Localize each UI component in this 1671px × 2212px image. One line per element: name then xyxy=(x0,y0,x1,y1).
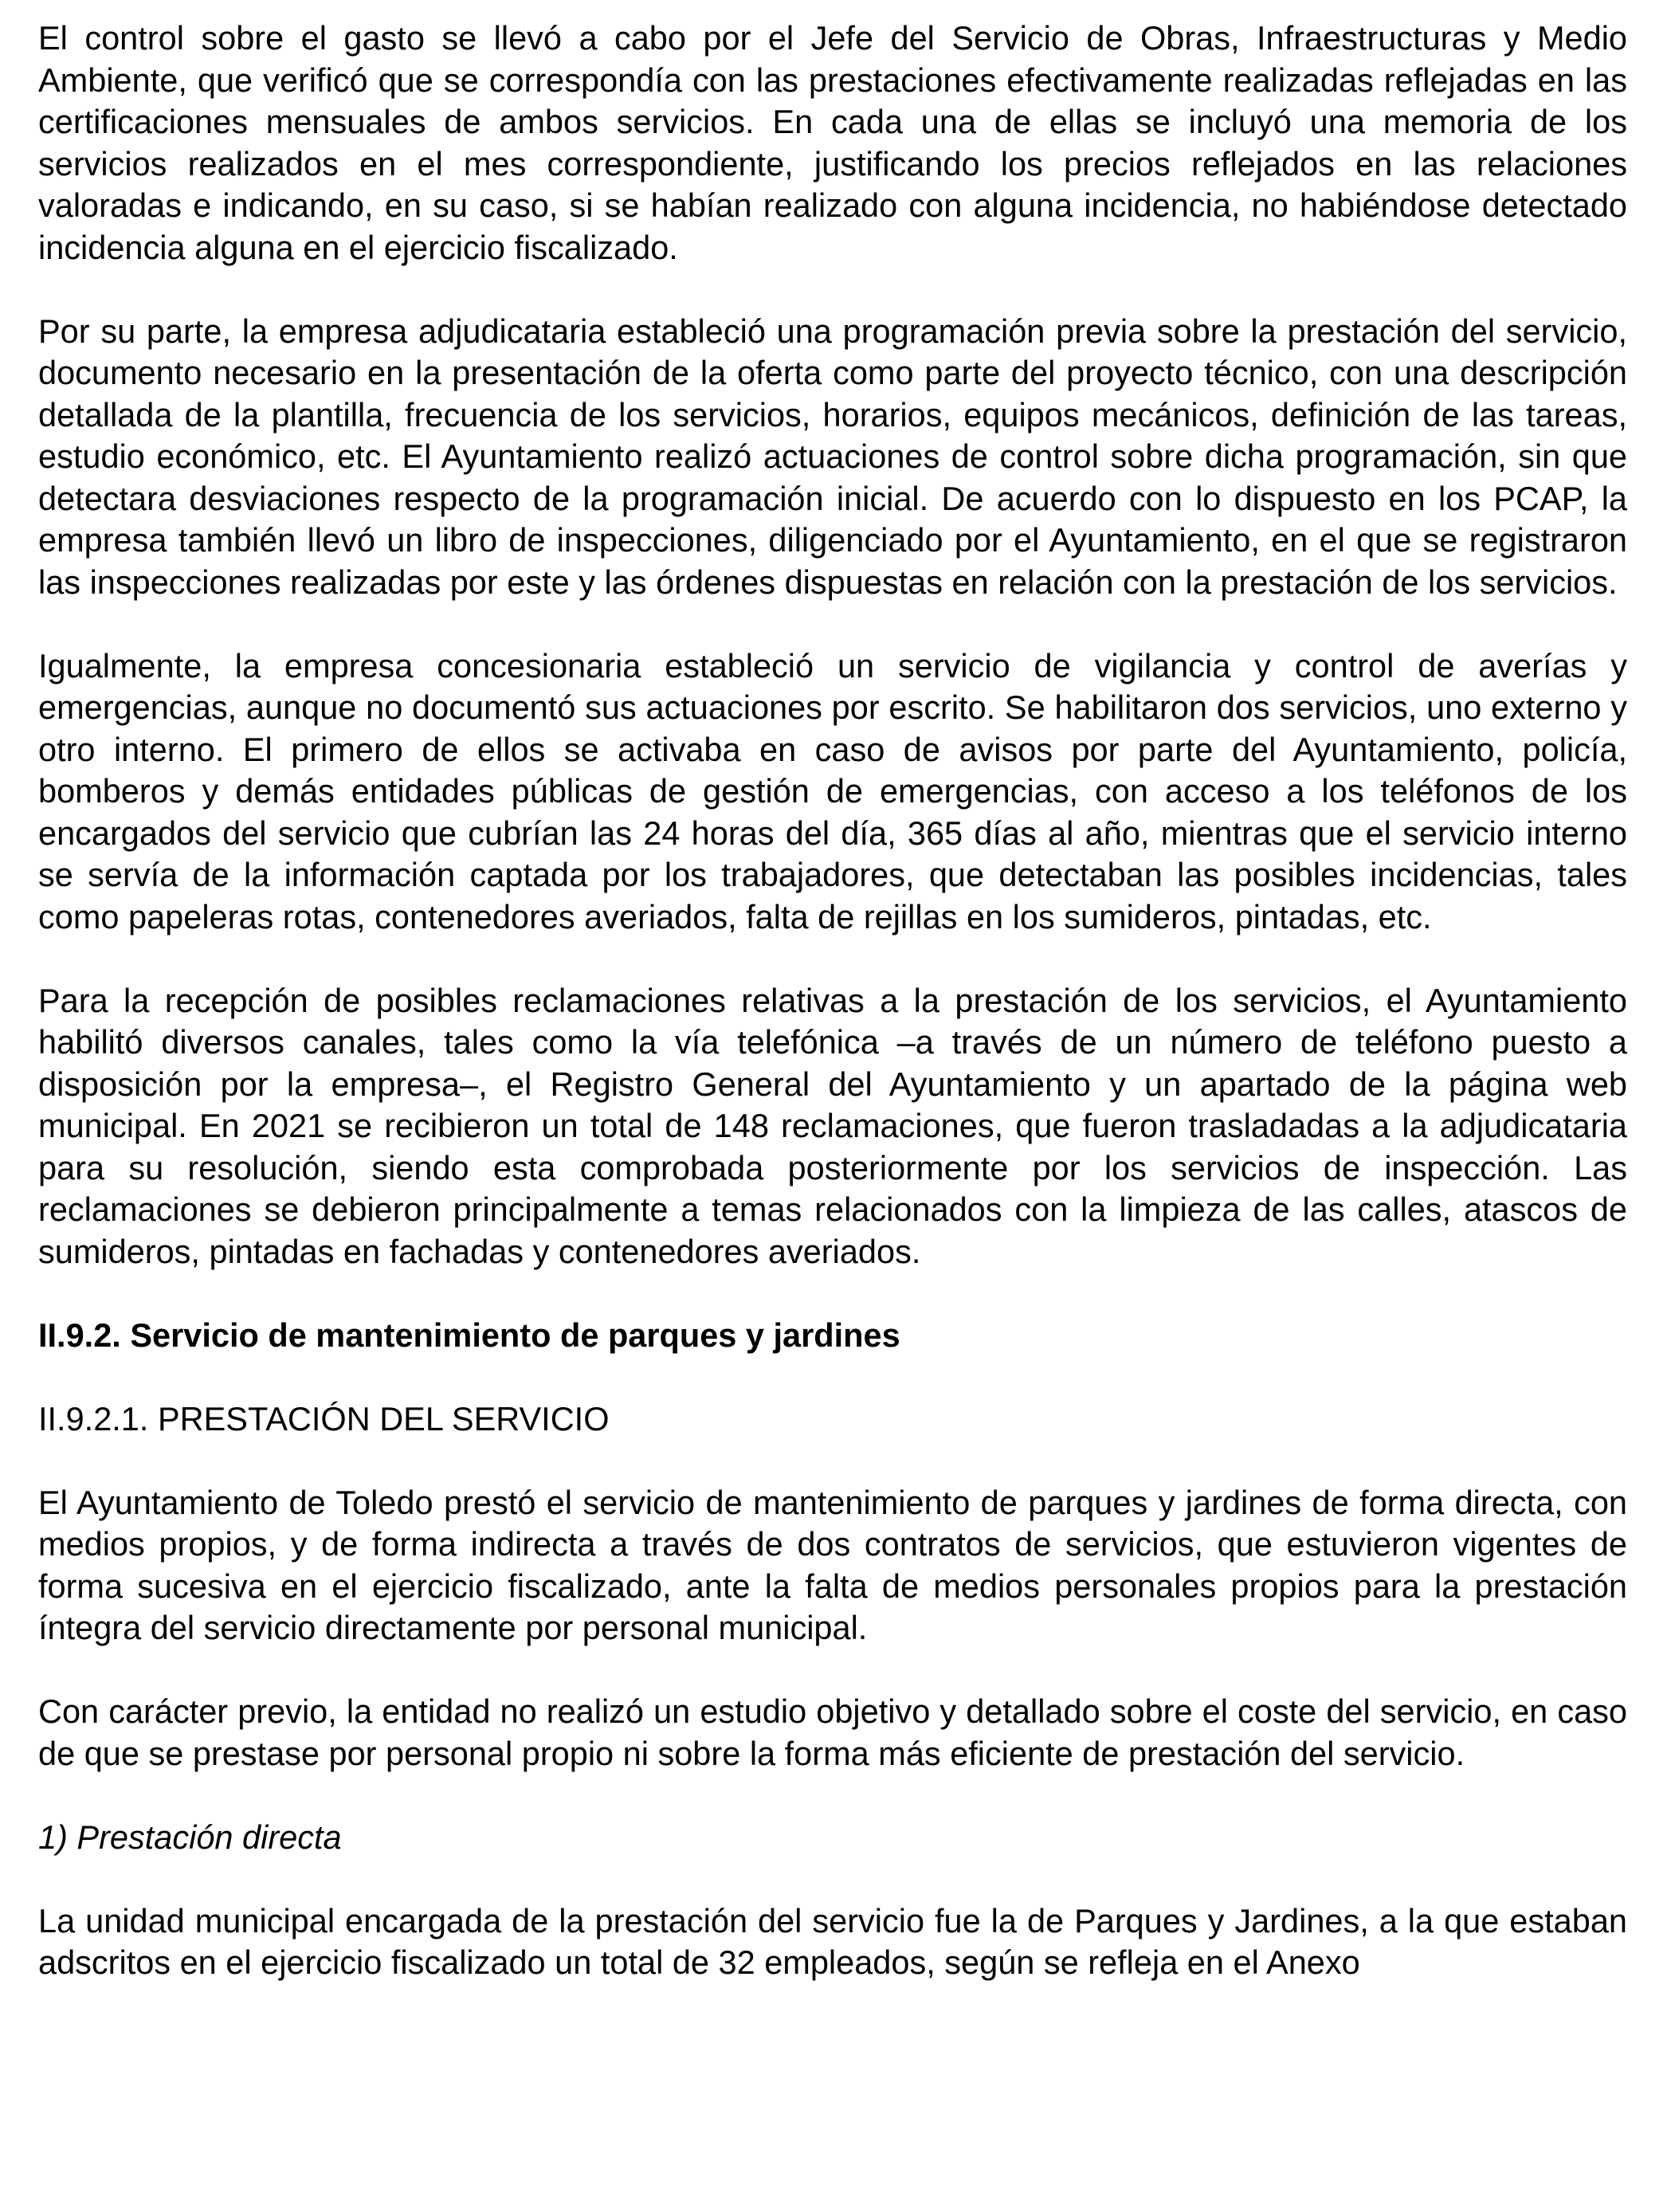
section-heading: II.9.2. Servicio de mantenimiento de parques y jardines xyxy=(38,1316,900,1354)
paragraph-vigilancia: Igualmente, la empresa concesionaria estableció un servicio de vigilancia y control de averías y emergencias, aunque no documentó sus actuaciones por escrito. Se habilitaron dos servicios, uno externo y otro interno. El primero de ellos se activaba en caso de avisos por parte del Ayuntamiento, policía, bomberos y demás entidades públicas de gestión de emergencias, con acceso a los teléfonos de los encargados del servicio que cubrían las 24 horas del día, 365 días al año, mientras que el servicio interno se servía de la información captada por los trabajadores, que detectaban las posibles incidencias, tales como papeleras rotas, contenedores averiados, falta de rejillas en los sumideros, pintadas, etc. xyxy=(38,646,1627,935)
paragraph-unidad-municipal: La unidad municipal encargada de la prestación del servicio fue la de Parques y Jardines, a la que estaban adscritos en el ejercicio fiscalizado un total de 32 empleados, según se refleja en el Anexo xyxy=(38,1901,1627,1981)
paragraph-programacion: Por su parte, la empresa adjudicataria estableció una programación previa sobre la prestación del servicio, documento necesario en la presentación de la oferta como parte del proyecto técnico, con una descripción detallada de la plantilla, frecuencia de los servicios, horarios, equipos mecánicos, definición de las tareas, estudio económico, etc. El Ayuntamiento realizó actuaciones de control sobre dicha programación, sin que detectara desviaciones respecto de la programación inicial. De acuerdo con lo dispuesto en los PCAP, la empresa también llevó un libro de inspecciones, diligenciado por el Ayuntamiento, en el que se registraron las inspecciones realizadas por este y las órdenes dispuestas en relación con la prestación de los servicios. xyxy=(38,312,1627,601)
paragraph-caracter-previo: Con carácter previo, la entidad no realizó un estudio objetivo y detallado sobre el coste del servicio, en caso de que se prestase por personal propio ni sobre la forma más eficiente de prestación del servicio. xyxy=(38,1692,1627,1772)
paragraph-control-gasto: El control sobre el gasto se llevó a cabo por el Jefe del Servicio de Obras, Infraestructuras y Medio Ambiente, que verificó que se correspondía con las prestaciones efectivamente realizadas reflejadas en las certificaciones mensuales de ambos servicios. En cada una de ellas se incluyó una memoria de los servicios realizados en el mes correspondiente, justificando los precios reflejados en las relaciones valoradas e indicando, en su caso, si se habían realizado con alguna incidencia, no habiéndose detectado incidencia alguna en el ejercicio fiscalizado. xyxy=(38,19,1627,266)
italic-heading: 1) Prestación directa xyxy=(38,1818,342,1856)
paragraph-prestacion-servicio: El Ayuntamiento de Toledo prestó el servicio de mantenimiento de parques y jardines de forma directa, con medios propios, y de forma indirecta a través de dos contratos de servicios, que estuvieron vigentes de forma sucesiva en el ejercicio fiscalizado, ante la falta de medios personales propios para la prestación íntegra del servicio directamente por personal municipal. xyxy=(38,1483,1627,1646)
subsection-heading: II.9.2.1. PRESTACIÓN DEL SERVICIO xyxy=(38,1399,610,1437)
paragraph-reclamaciones: Para la recepción de posibles reclamaciones relativas a la prestación de los servicios, el Ayuntamiento habilitó diversos canales, tales como la vía telefónica –a través de un número de teléfono puesto a disposición por la empresa–, el Registro General del Ayuntamiento y un apartado de la página web municipal. En 2021 se recibieron un total de 148 reclamaciones, que fueron trasladadas a la adjudicataria para su resolución, siendo esta comprobada posteriormente por los servicios de inspección. Las reclamaciones se debieron principalmente a temas relacionados con la limpieza de las calles, atascos de sumideros, pintadas en fachadas y contenedores averiados. xyxy=(38,981,1627,1270)
document-page xyxy=(38,18,1627,2026)
